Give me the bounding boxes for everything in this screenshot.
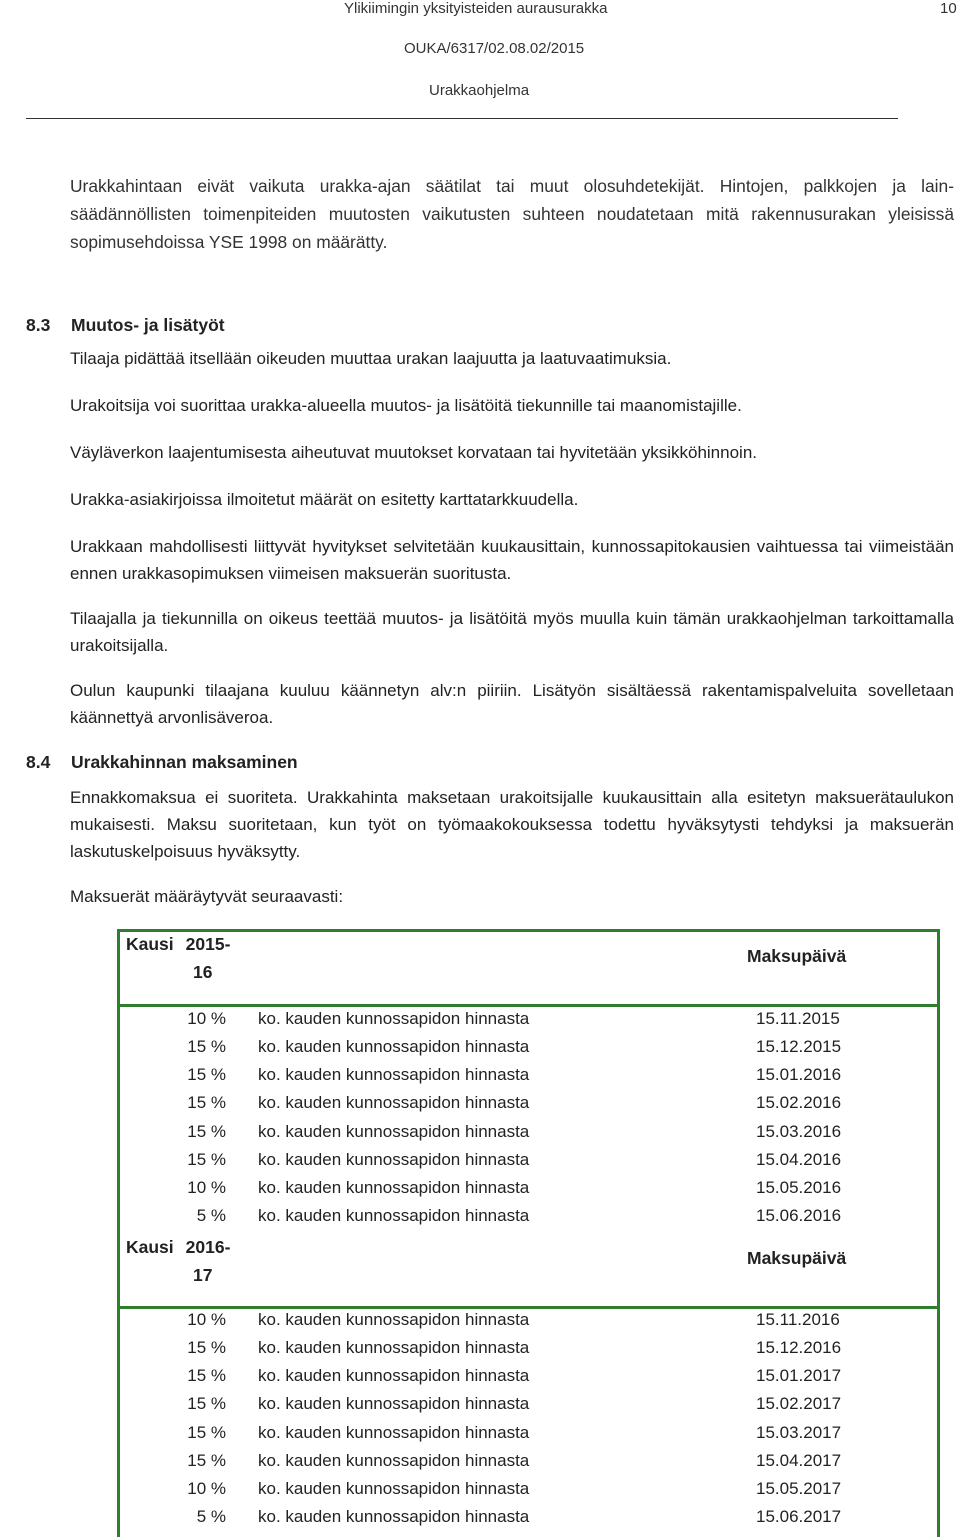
row-percent: 10 % [187, 1009, 226, 1028]
row-percent: 15 % [187, 1150, 226, 1169]
table-row [120, 1448, 940, 1476]
table-row [120, 1363, 940, 1391]
paragraph: Urakoitsija voi suorittaa urakka-alueella muutos- ja lisätöitä tiekunnille tai maanomistajille. [70, 396, 742, 415]
row-description: ko. kauden kunnossapidon hinnasta [258, 1150, 530, 1169]
intro-paragraph: Urakkahintaan eivät vaikuta urakka-ajan säätilat tai muut olosuhdetekijät. Hintojen, palkkojen ja lainsäädännöllisten toimenpiteiden muutosten vaikutusten suhteen noudatetaan mitä rakennusurakan yleisissä sopimusehdoissa YSE 1998 on määrätty. [70, 176, 954, 252]
row-date: 15.04.2016 [756, 1150, 842, 1169]
row-percent: 15 % [187, 1065, 226, 1084]
header-doc: Urakkaohjelma [429, 82, 530, 99]
paragraph: Väyläverkon laajentumisesta aiheutuvat muutokset korvataan tai hyvitetään yksikköhinnoin. [70, 443, 757, 462]
row-description: ko. kauden kunnossapidon hinnasta [258, 1009, 530, 1028]
season-word: Kausi [126, 934, 174, 954]
season-label [126, 930, 230, 986]
season-year-a: 2016- [185, 1237, 231, 1257]
section-title: Urakkahinnan maksaminen [71, 752, 298, 772]
row-description: ko. kauden kunnossapidon hinnasta [258, 1366, 530, 1385]
row-date: 15.12.2015 [756, 1037, 842, 1056]
header-title: Ylikiimingin yksityisteiden aurausurakka [344, 0, 608, 17]
row-description: ko. kauden kunnossapidon hinnasta [258, 1122, 530, 1141]
row-date: 15.06.2016 [756, 1206, 842, 1225]
section-number: 8.4 [26, 752, 51, 772]
row-percent: 10 % [187, 1178, 226, 1197]
table-row [120, 1504, 940, 1532]
table-row [120, 1006, 940, 1034]
row-description: ko. kauden kunnossapidon hinnasta [258, 1206, 530, 1225]
row-percent: 15 % [187, 1451, 226, 1470]
row-percent: 10 % [187, 1479, 226, 1498]
row-date: 15.11.2015 [756, 1009, 840, 1028]
table-row [120, 1119, 940, 1147]
paragraph: Ennakkomaksua ei suoriteta. Urakkahinta maksetaan urakoitsijalle kuukausittain alla esitetyn maksuerätaulukon mukaisesti. Maksu suoritetaan, kun työt on työmaakokouksessa todettu hyväksytysti tehdyksi ja maksuerän laskutuskelpoisuus hyväksytty. [70, 788, 954, 861]
paragraph: Urakkaan mahdollisesti liittyvät hyvitykset selvitetään kuukausittain, kunnossapitokausien vaihtuessa tai viimeistään ennen urakkasopimuksen viimeisen maksuerän suoritusta. [70, 537, 954, 583]
row-description: ko. kauden kunnossapidon hinnasta [258, 1507, 530, 1526]
row-percent: 15 % [187, 1037, 226, 1056]
row-date: 15.05.2016 [756, 1178, 842, 1197]
row-percent: 15 % [187, 1366, 226, 1385]
table-row [120, 1335, 940, 1363]
row-date: 15.04.2017 [756, 1451, 842, 1470]
page-header [0, 0, 960, 20]
row-percent: 15 % [187, 1122, 226, 1141]
row-date: 15.02.2016 [756, 1093, 842, 1112]
paragraph: Tilaajalla ja tiekunnilla on oikeus teettää muutos- ja lisätöitä myös muulla kuin tämän urakkaohjelman tarkoittamalla urakoitsijalla. [70, 609, 954, 655]
row-percent: 15 % [187, 1338, 226, 1357]
section-number: 8.3 [26, 315, 51, 335]
season-word: Kausi [126, 1237, 174, 1257]
row-percent: 5 % [196, 1507, 226, 1526]
page-number: 10 [940, 0, 957, 17]
section-8-4-heading [26, 752, 298, 773]
season-year-b: 17 [193, 1265, 213, 1285]
season-header-box [120, 932, 940, 1007]
row-percent: 15 % [187, 1423, 226, 1442]
row-date: 15.03.2016 [756, 1122, 842, 1141]
row-date: 15.02.2017 [756, 1394, 842, 1413]
header-divider [26, 118, 898, 119]
table-row [120, 1420, 940, 1448]
date-column-header: Maksupäivä [747, 946, 847, 966]
table-row [120, 1034, 940, 1062]
row-date: 15.06.2017 [756, 1507, 842, 1526]
row-date: 15.01.2017 [756, 1366, 842, 1385]
paragraph: Tilaaja pidättää itsellään oikeuden muuttaa urakan laajuutta ja laatuvaatimuksia. [70, 349, 672, 368]
row-date: 15.01.2016 [756, 1065, 842, 1084]
row-date: 15.11.2016 [756, 1310, 840, 1329]
row-description: ko. kauden kunnossapidon hinnasta [258, 1394, 530, 1413]
row-description: ko. kauden kunnossapidon hinnasta [258, 1178, 530, 1197]
row-description: ko. kauden kunnossapidon hinnasta [258, 1065, 530, 1084]
table-row [120, 1391, 940, 1419]
row-percent: 15 % [187, 1093, 226, 1112]
section-title: Muutos- ja lisätyöt [71, 315, 225, 335]
season-year-b: 16 [193, 962, 213, 982]
row-date: 15.05.2017 [756, 1479, 842, 1498]
row-description: ko. kauden kunnossapidon hinnasta [258, 1338, 530, 1357]
row-date: 15.12.2016 [756, 1338, 842, 1357]
row-description: ko. kauden kunnossapidon hinnasta [258, 1037, 530, 1056]
table-row [120, 1062, 940, 1090]
row-percent: 15 % [187, 1394, 226, 1413]
row-description: ko. kauden kunnossapidon hinnasta [258, 1093, 530, 1112]
row-description: ko. kauden kunnossapidon hinnasta [258, 1310, 530, 1329]
season-label [126, 1233, 230, 1289]
paragraph: Oulun kaupunki tilaajana kuuluu käännetyn alv:n piiriin. Lisätyön sisältäessä rakentamispalveluita sovelletaan käännettyä arvonlisäveroa. [70, 681, 954, 727]
section-8-3-heading [26, 315, 225, 336]
table-row [120, 1307, 940, 1335]
row-percent: 10 % [187, 1310, 226, 1329]
table-row [120, 1090, 940, 1118]
table-row [120, 1476, 940, 1504]
row-description: ko. kauden kunnossapidon hinnasta [258, 1423, 530, 1442]
table-row [120, 1147, 940, 1175]
paragraph: Maksuerät määräytyvät seuraavasti: [70, 887, 344, 906]
row-percent: 5 % [196, 1206, 226, 1225]
row-date: 15.03.2017 [756, 1423, 842, 1442]
table-row [120, 1175, 940, 1203]
season-header-box [120, 1234, 940, 1309]
season-year-a: 2015- [185, 934, 231, 954]
date-column-header: Maksupäivä [747, 1248, 847, 1268]
row-description: ko. kauden kunnossapidon hinnasta [258, 1479, 530, 1498]
row-description: ko. kauden kunnossapidon hinnasta [258, 1451, 530, 1470]
table-row [120, 1203, 940, 1231]
paragraph: Urakka-asiakirjoissa ilmoitetut määrät on esitetty karttatarkkuudella. [70, 490, 579, 509]
header-ref: OUKA/6317/02.08.02/2015 [404, 40, 585, 57]
